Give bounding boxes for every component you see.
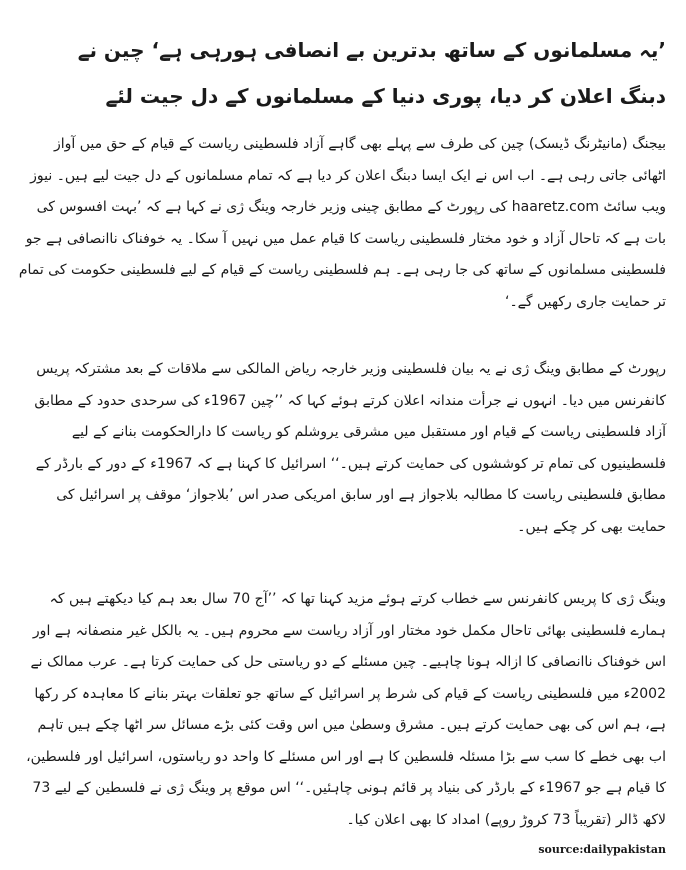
article-paragraph-2: رپورٹ کے مطابق وینگ ژی نے یہ بیان فلسطینی وزیر خارجہ ریاض المالکی سے ملاقات کے بعد مشترکہ پریس کانفرنس میں دیا۔ انہوں نے جرأت مندانہ اعلان کرتے ہوئے کہا کہ ’’چین 1967ء کی سرحدی حدود کے مطابق آزاد فلسطینی ریاست کے قیام اور مستقبل میں مشرقی یروشلم کو ریاست کا دارالحکومت بنانے کے لیے فلسطینیوں کی تمام تر کوششوں کی حمایت کرتے ہیں۔‘‘ اسرائیل کا کہنا ہے کہ 1967ء کے دور کے بارڈر کے مطابق فلسطینی ریاست کا مطالبہ بلاجواز ہے اور سابق امریکی صدر اس ’بلاجواز‘ موقف پر اسرائیل کی حمایت بھی کر چکے ہیں۔ bbox=[34, 361, 666, 535]
article-paragraph-3: وینگ ژی کا پریس کانفرنس سے خطاب کرتے ہوئے مزید کہنا تھا کہ ’’آج 70 سال بعد ہم کیا دیکھتے ہیں کہ ہمارے فلسطینی بھائی تاحال مکمل خود مختار اور آزاد ریاست سے محروم ہیں۔ یہ بالکل غیر منصفانہ ہے اور اس خوفناک ناانصافی کا ازالہ ہونا چاہیے۔ چین مسئلے کے دو ریاستی حل کی حمایت کرتا ہے۔ عرب ممالک نے 2002ء میں فلسطینی ریاست کے قیام کی شرط پر اسرائیل کے ساتھ جو تعلقات بہتر بنانے کا معاہدہ کر رکھا ہے، ہم اس کی بھی حمایت کرتے ہیں۔ مشرق وسطیٰ میں اس وقت کئی بڑے مسائل سر اٹھا چکے ہیں تاہم اب بھی خطے کا سب سے بڑا مسئلہ فلسطین کا ہے اور اس مسئلے کا واحد دو ریاستوں، اسرائیل اور فلسطین، کا قیام ہے جو 1967ء کے بارڈر کی بنیاد پر قائم ہونی چاہئیں۔‘‘ اس موقع پر وینگ ژی نے فلسطین کے لیے 73 لاکھ ڈالر (تقریباً 73 کروڑ روپے) امداد کا بھی اعلان کیا۔ bbox=[26, 591, 666, 828]
source-credit: source:dailypakistan bbox=[538, 843, 666, 856]
article-headline: ’یہ مسلمانوں کے ساتھ بدترین بے انصافی ہورہی ہے‘ چین نے دبنگ اعلان کر دیا، پوری دنیا کے مسلمانوں کے دل جیت لئے bbox=[77, 38, 666, 109]
article-paragraph-1: بیجنگ (مانیٹرنگ ڈیسک) چین کی طرف سے پہلے بھی گاہے آزاد فلسطینی ریاست کے قیام کے حق میں آواز اٹھائی جاتی رہی ہے۔ اب اس نے ایک ایسا دبنگ اعلان کر دیا ہے کہ تمام مسلمانوں کے دل جیت لیے ہیں۔ نیوز ویب سائٹ haaretz.com کی رپورٹ کے مطابق چینی وزیر خارجہ وینگ ژی نے کہا ہے کہ ’بہت افسوس کی بات ہے کہ تاحال آزاد و خود مختار فلسطینی ریاست کا قیام عمل میں نہیں آ سکا۔ یہ خوفناک ناانصافی ہے جو فلسطینی مسلمانوں کے ساتھ کی جا رہی ہے۔ ہم فلسطینی ریاست کے قیام کے لیے فلسطینی حکومت کی تمام تر حمایت جاری رکھیں گے۔‘ bbox=[18, 136, 666, 310]
